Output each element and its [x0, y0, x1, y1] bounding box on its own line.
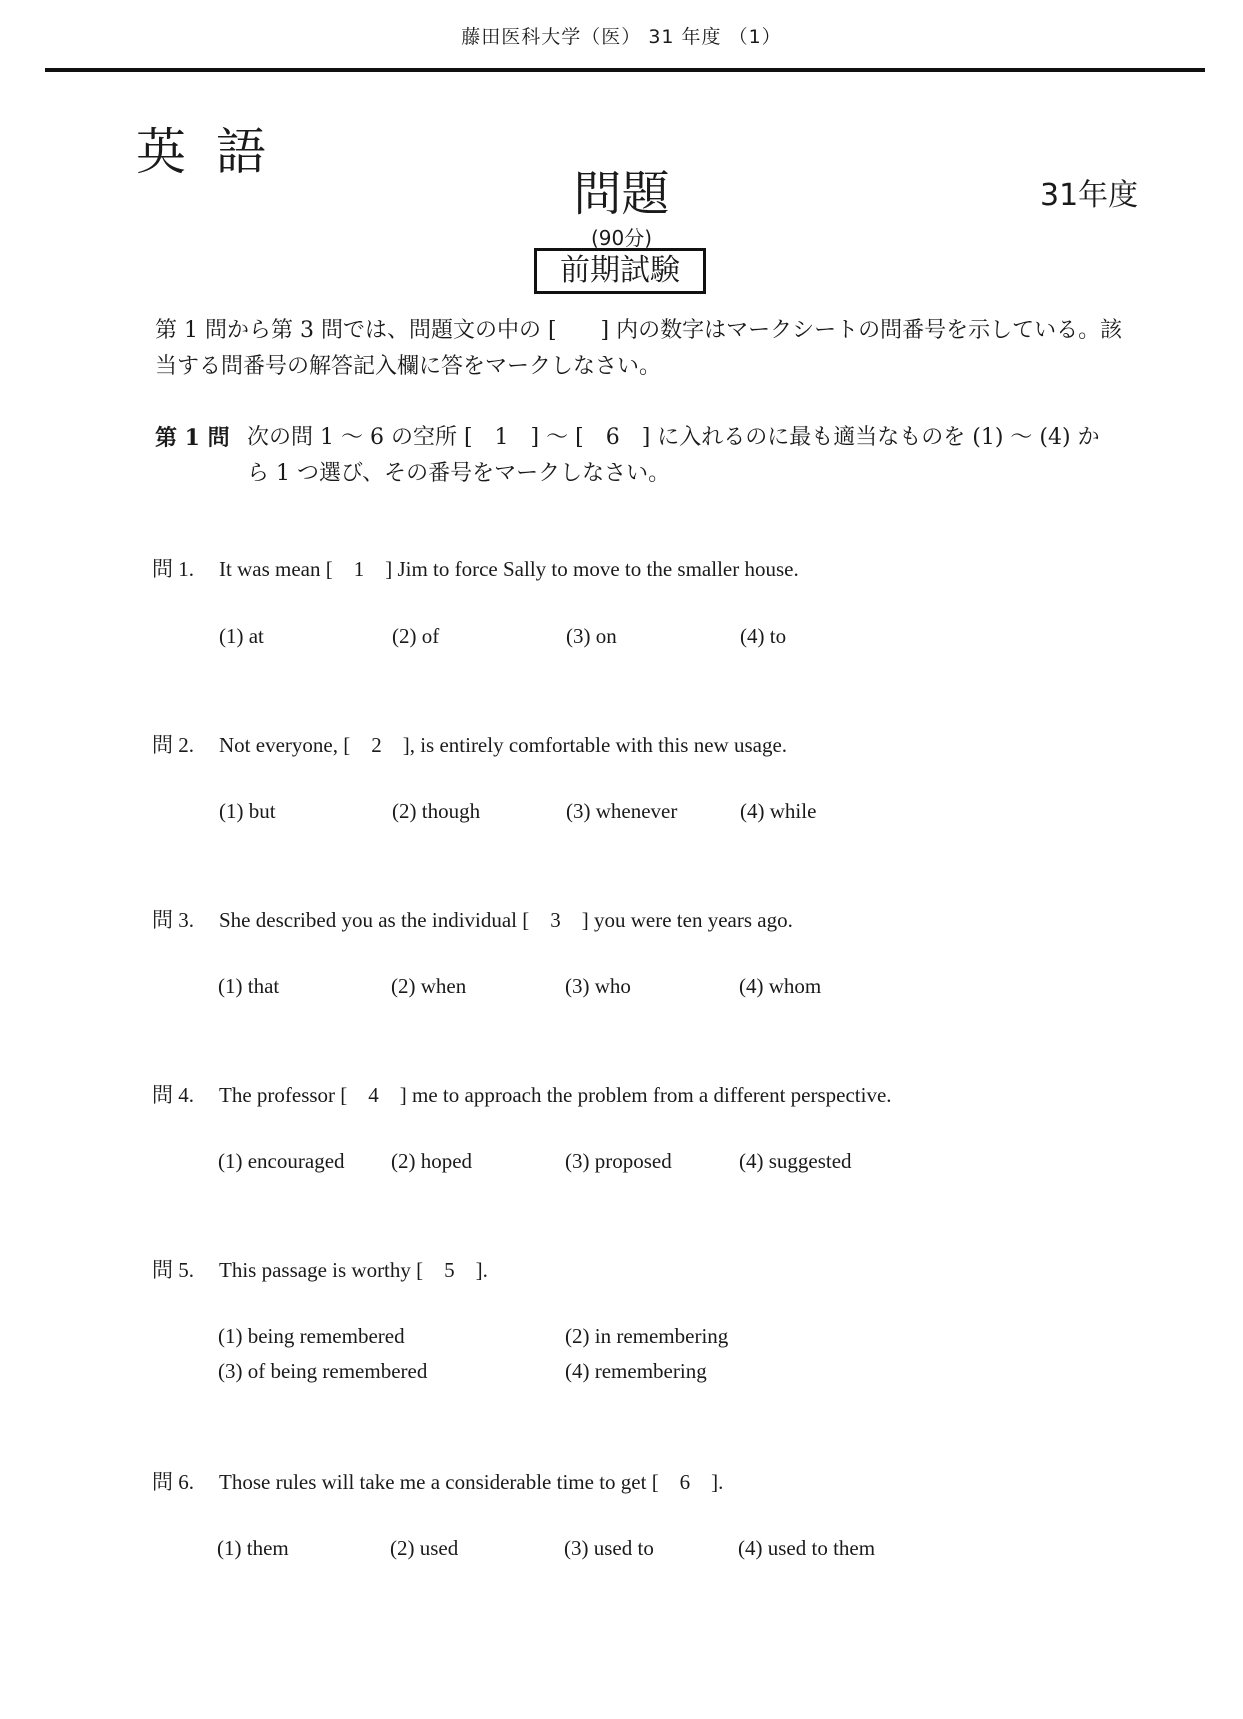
answer-option[interactable]: (4) while	[740, 799, 817, 823]
answer-option[interactable]: (2) in remembering	[565, 1324, 729, 1348]
question-text: Those rules will take me a considerable time to get [ 6 ].	[219, 1470, 724, 1494]
question-number: 問 6.	[152, 1470, 194, 1494]
general-instructions: 第 1 問から第 3 問では、問題文の中の [ ] 内の数字はマークシートの問番号を示している。該当する問番号の解答記入欄に答をマークしなさい。	[155, 318, 1123, 379]
answer-option[interactable]: (4) whom	[739, 974, 822, 998]
answer-option[interactable]: (3) whenever	[566, 799, 678, 823]
header-divider	[45, 68, 1205, 72]
answer-option[interactable]: (2) hoped	[391, 1149, 473, 1173]
answer-option[interactable]: (3) used to	[564, 1536, 654, 1560]
exam-year: 31年度	[1040, 178, 1139, 213]
answer-option[interactable]: (1) but	[219, 799, 276, 823]
answer-option[interactable]: (2) used	[390, 1536, 459, 1560]
question-text: Not everyone, [ 2 ], is entirely comfortable with this new usage.	[219, 733, 788, 757]
answer-option[interactable]: (1) that	[218, 974, 280, 998]
subject-title: 英語	[136, 123, 296, 181]
answer-option[interactable]: (2) though	[392, 799, 481, 823]
answer-option[interactable]: (1) at	[219, 624, 264, 648]
answer-option[interactable]: (3) on	[566, 624, 617, 648]
answer-option[interactable]: (3) of being remembered	[218, 1359, 428, 1383]
page-title: 問題	[573, 166, 670, 222]
answer-option[interactable]: (4) used to them	[738, 1536, 876, 1560]
section-label: 第 1 問	[155, 425, 230, 451]
answer-option[interactable]: (1) them	[217, 1536, 289, 1560]
answer-option[interactable]: (1) being remembered	[218, 1324, 405, 1348]
exam-duration: (90分)	[590, 226, 653, 250]
question-number: 問 3.	[152, 908, 194, 932]
answer-option[interactable]: (4) suggested	[739, 1149, 852, 1173]
answer-option[interactable]: (4) remembering	[565, 1359, 707, 1383]
answer-option[interactable]: (2) when	[391, 974, 467, 998]
question-number: 問 2.	[152, 733, 194, 757]
question-text: The professor [ 4 ] me to approach the problem from a different perspective.	[219, 1083, 892, 1107]
question-number: 問 1.	[152, 557, 194, 581]
question-text: She described you as the individual [ 3 ] you were ten years ago.	[219, 908, 793, 932]
question-text: It was mean [ 1 ] Jim to force Sally to move to the smaller house.	[219, 557, 799, 581]
answer-option[interactable]: (3) proposed	[565, 1149, 672, 1173]
section-instructions: 次の問 1 ～ 6 の空所 [ 1 ] ～ [ 6 ] に入れるのに最も適当なものを (1) ～ (4) から 1 つ選び、その番号をマークしなさい。	[247, 425, 1100, 486]
answer-option[interactable]: (3) who	[565, 974, 631, 998]
answer-option[interactable]: (2) of	[392, 624, 440, 648]
exam-type-box: 前期試験	[534, 248, 706, 294]
question-text: This passage is worthy [ 5 ].	[219, 1258, 488, 1282]
question-number: 問 5.	[152, 1258, 194, 1282]
page-header: 藤田医科大学（医） 31 年度 （1）	[461, 26, 782, 48]
question-number: 問 4.	[152, 1083, 194, 1107]
answer-option[interactable]: (1) encouraged	[218, 1149, 345, 1173]
answer-option[interactable]: (4) to	[740, 624, 787, 648]
